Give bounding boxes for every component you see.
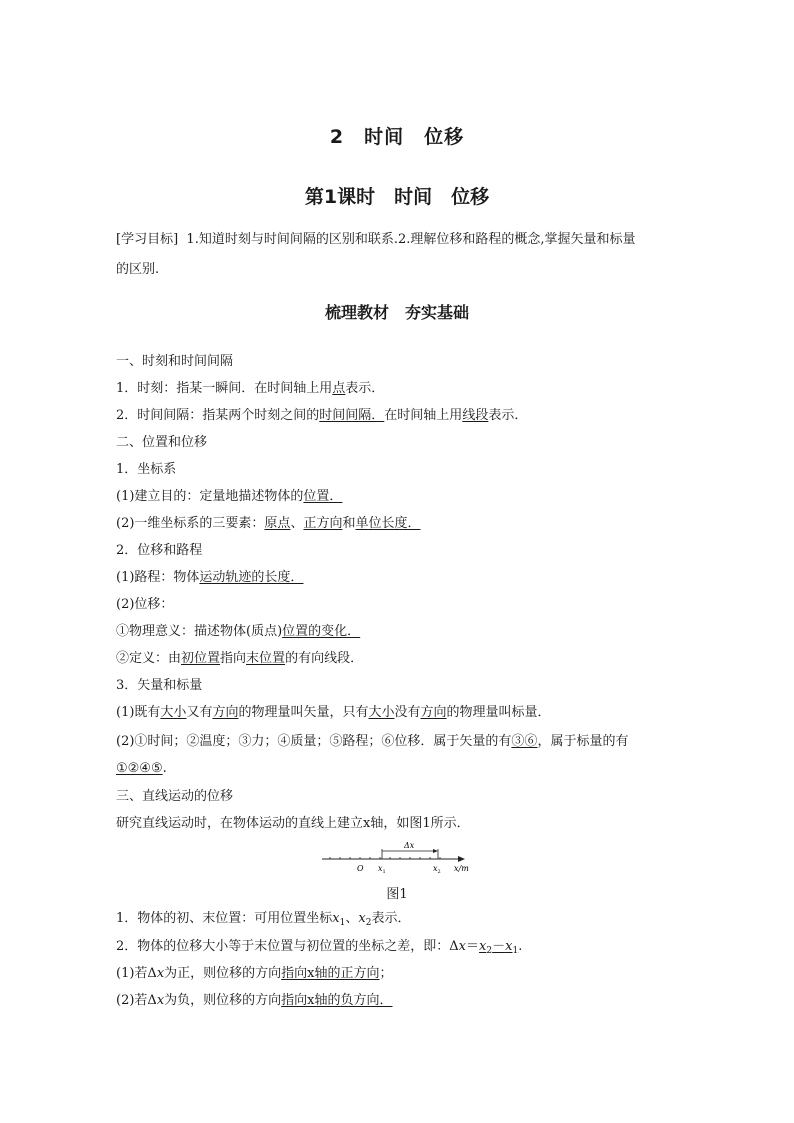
text-coordinate-purpose: (1)建立目的：定量地描述物体的位置． bbox=[116, 489, 343, 504]
objective-label: [学习目标] bbox=[116, 232, 179, 247]
answer-interval: 时间间隔． bbox=[319, 408, 385, 423]
answer-point: 点 bbox=[332, 381, 346, 396]
delta-x-label: Δx bbox=[404, 841, 415, 850]
x2-label: $x_2$ bbox=[433, 864, 441, 875]
text-positive-direction: (1)若Δx为正，则位移的方向指向x轴的正方向； bbox=[116, 966, 393, 981]
text-vector-scalar-def: (1)既有大小又有方向的物理量叫矢量，只有大小没有方向的物理量叫标量． bbox=[116, 705, 551, 720]
heading-position-displacement: 二、位置和位移 bbox=[116, 435, 208, 450]
text-intro: 研究直线运动时，在物体运动的直线上建立x轴，如图1所示． bbox=[116, 816, 470, 831]
subheading-coordinate-system: 1．坐标系 bbox=[116, 462, 177, 477]
answer-segment: 线段 bbox=[462, 408, 489, 423]
text-moment: 1．时刻：指某一瞬间．在时间轴上用点表示． bbox=[116, 381, 385, 396]
x1-label: $x_1$ bbox=[378, 864, 386, 875]
x-axis-figure bbox=[320, 839, 470, 877]
figure-caption: 图1 bbox=[386, 887, 408, 902]
lesson-subtitle: 第1课时 时间 位移 bbox=[304, 186, 490, 208]
heading-linear-displacement: 三、直线运动的位移 bbox=[116, 789, 234, 804]
text-definition: ②定义：由初位置指向末位置的有向线段． bbox=[116, 651, 364, 666]
text-interval: 2．时间间隔：指某两个时刻之间的时间间隔．在时间轴上用线段表示． bbox=[116, 408, 528, 423]
text-scalar-answer: ①②④⑤. bbox=[116, 761, 167, 776]
axis-unit-label: x/m bbox=[454, 864, 469, 873]
subheading-vector-scalar: 3．矢量和标量 bbox=[116, 678, 203, 693]
text-quantity-list: (2)①时间；②温度；③力；④质量；⑤路程；⑥位移．属于矢量的有③⑥，属于标量的有 bbox=[116, 734, 629, 749]
text-displacement-formula: 2．物体的位移大小等于末位置与初位置的坐标之差，即：$\Delta x=x_2-x_1$. bbox=[116, 939, 523, 956]
origin-label: O bbox=[357, 864, 364, 873]
text-initial-final-position: 1．物体的初、末位置：可用位置坐标$x_1$、$x_2$表示． bbox=[116, 911, 411, 928]
text-displacement: (2)位移： bbox=[116, 597, 174, 612]
text-path: (1)路程：物体运动轨迹的长度． bbox=[116, 570, 304, 585]
text-coordinate-elements: (2)一维坐标系的三要素：原点、正方向和单位长度． bbox=[116, 516, 421, 531]
learning-objective-line1: [学习目标] 1.知道时刻与时间间隔的区别和联系.2.理解位移和路程的概念,掌握矢量和标量 bbox=[116, 232, 636, 247]
section-title: 梳理教材 夯实基础 bbox=[324, 303, 469, 322]
heading-moment-interval: 一、时刻和时间间隔 bbox=[116, 354, 234, 369]
text-negative-direction: (2)若Δx为负，则位移的方向指向x轴的负方向． bbox=[116, 993, 393, 1008]
subheading-displacement-path: 2．位移和路程 bbox=[116, 543, 203, 558]
learning-objective-line2: 的区别. bbox=[116, 262, 160, 277]
page-title: 2 时间 位移 bbox=[329, 126, 465, 148]
text-physical-meaning: ①物理意义：描述物体(质点)位置的变化． bbox=[116, 624, 361, 639]
